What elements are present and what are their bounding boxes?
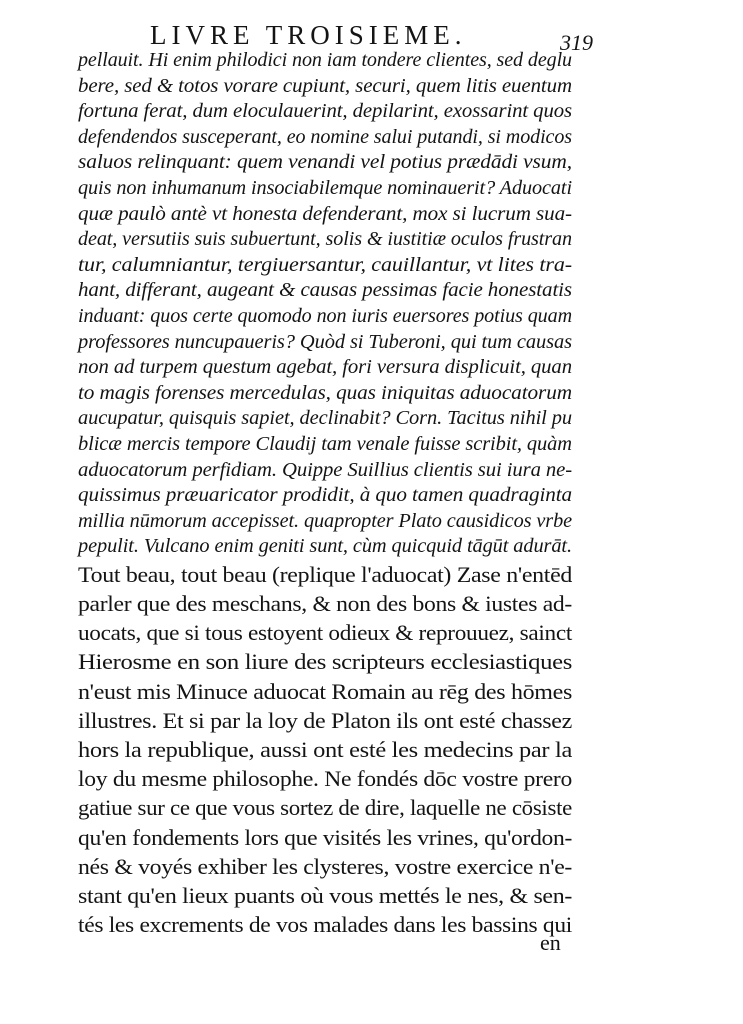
french-passage-line — [78, 823, 578, 852]
french-passage-line-text: loy du mesme philosophe. Ne fondés dōc vostre prero — [78, 766, 572, 792]
french-passage-line-text: hors la republique, aussi ont esté les medecins par la — [78, 737, 572, 762]
latin-passage-line — [78, 432, 578, 458]
latin-passage-line — [78, 509, 578, 535]
french-passage-line — [78, 589, 578, 618]
french-passage-line-text: Hierosme en son liure des scripteurs ecclesiastiques — [78, 649, 572, 675]
latin-passage-line — [78, 534, 578, 560]
latin-passage-line-text: professores nuncupaueris? Quòd si Tuberoni, qui tum causas — [78, 330, 572, 353]
latin-passage-line — [78, 99, 578, 125]
latin-passage-line-text: blicæ mercis tempore Claudij tam venale fuisse scribit, quàm — [78, 432, 572, 455]
french-passage-line-text: stant qu'en lieux puants où vous mettés le nes, & sen- — [78, 882, 573, 908]
latin-passage-line-text: quis non inhumanum insociabilemque nominauerit? Aduocati — [78, 176, 572, 199]
latin-passage-line-text: defendendos susceperant, eo nomine salui putandi, si modicos — [78, 125, 573, 148]
french-passage-line-text: n'eust mis Minuce aduocat Romain au rēg des hōmes — [78, 678, 573, 704]
latin-passage-line — [78, 355, 578, 381]
french-passage-line — [78, 735, 578, 764]
french-passage-line-text: gatiue sur ce que vous sortez de dire, laquelle ne cōsiste — [78, 795, 572, 821]
french-passage-line-text: tés les excrements de vos malades dans les bassins qui — [78, 912, 572, 938]
latin-passage-line-text: saluos relinquant: quem venandi vel potius prædādi vsum, — [78, 151, 572, 174]
running-title: LIVRE TROISIEME. — [150, 20, 467, 50]
latin-passage-line-text: deat, versutiis suis subuertunt, solis & iustitiæ oculos frustran — [78, 228, 572, 251]
latin-passage-line-text: pellauit. Hi enim philodici non iam tondere clientes, sed deglu — [78, 49, 573, 71]
latin-passage-line — [78, 202, 578, 228]
catchword: en — [540, 930, 561, 955]
latin-passage-line — [78, 253, 578, 279]
french-passage-line-text: Tout beau, tout beau (replique l'aduocat) Zase n'entēd — [78, 561, 572, 587]
latin-passage-line — [78, 176, 578, 202]
french-passage-line — [78, 706, 578, 735]
latin-passage-line-text: bere, sed & totos vorare cupiunt, securi, quem litis euentum — [78, 74, 572, 97]
latin-passage-line — [78, 458, 578, 484]
latin-passage-line-text: aduocatorum perfidiam. Quippe Suillius clientis sui iura ne- — [78, 458, 573, 481]
french-passage-line — [78, 793, 578, 822]
latin-passage-line — [78, 48, 578, 74]
french-passage-line-text: parler que des meschans, & non des bons & iustes ad- — [78, 591, 572, 617]
running-head — [0, 14, 743, 55]
latin-passage-line-text: tur, calumniantur, tergiuersantur, cauillantur, vt lites tra- — [78, 253, 572, 276]
french-passage-line-text: illustres. Et si par la loy de Platon ils ont esté chassez — [78, 707, 573, 733]
french-passage-line — [78, 677, 578, 706]
latin-passage-line — [78, 381, 578, 407]
text-block — [78, 48, 578, 939]
latin-passage-line-text: quissimus præuaricator prodidit, à quo tamen quadraginta — [78, 484, 573, 507]
french-passage-line — [78, 618, 578, 647]
latin-passage-line-text: fortuna ferat, dum eloculauerint, depilarint, exossarint quos — [78, 100, 572, 123]
latin-passage-line — [78, 330, 578, 356]
latin-passage-line — [78, 406, 578, 432]
latin-passage-line-text: pepulit. Vulcano enim geniti sunt, cùm quicquid tāgūt adurāt. — [78, 535, 572, 558]
latin-passage-line — [78, 483, 578, 509]
french-passage-line — [78, 881, 578, 910]
latin-passage-line-text: quæ paulò antè vt honesta defenderant, mox si lucrum sua- — [78, 202, 572, 225]
french-passage-line — [78, 647, 578, 676]
latin-passage-line-text: to magis forenses mercedulas, quas iniquitas aduocatorum — [78, 381, 572, 404]
page-number: 319 — [560, 30, 593, 55]
latin-passage-line — [78, 227, 578, 253]
latin-passage-line-text: hant, differant, augeant & causas pessimas facie honestatis — [78, 279, 572, 302]
latin-passage-line-text: millia nūmorum accepisset. quapropter Plato causidicos vrbe — [78, 509, 573, 532]
french-passage-line — [78, 852, 578, 881]
french-passage-line-text: qu'en fondements lors que visités les vrines, qu'ordon- — [78, 824, 573, 850]
french-passage-line-text: uocats, que si tous estoyent odieux & reprouuez, sainct — [78, 620, 572, 646]
latin-passage-line — [78, 278, 578, 304]
latin-passage-line — [78, 74, 578, 100]
french-passage-line — [78, 764, 578, 793]
french-passage-line — [78, 560, 578, 589]
french-passage-line-text: nés & voyés exhiber les clysteres, vostre exercice n'e- — [78, 853, 573, 879]
french-passage-line — [78, 910, 578, 939]
latin-passage-line — [78, 125, 578, 151]
latin-passage-line-text: aucupatur, quisquis sapiet, declinabit? Corn. Tacitus nihil pu — [78, 407, 573, 430]
latin-passage-line — [78, 304, 578, 330]
latin-passage-line-text: induant: quos certe quomodo non iuris euersores potius quam — [78, 304, 573, 327]
latin-passage-line-text: non ad turpem questum agebat, fori versura displicuit, quan — [78, 356, 572, 379]
latin-passage-line — [78, 150, 578, 176]
